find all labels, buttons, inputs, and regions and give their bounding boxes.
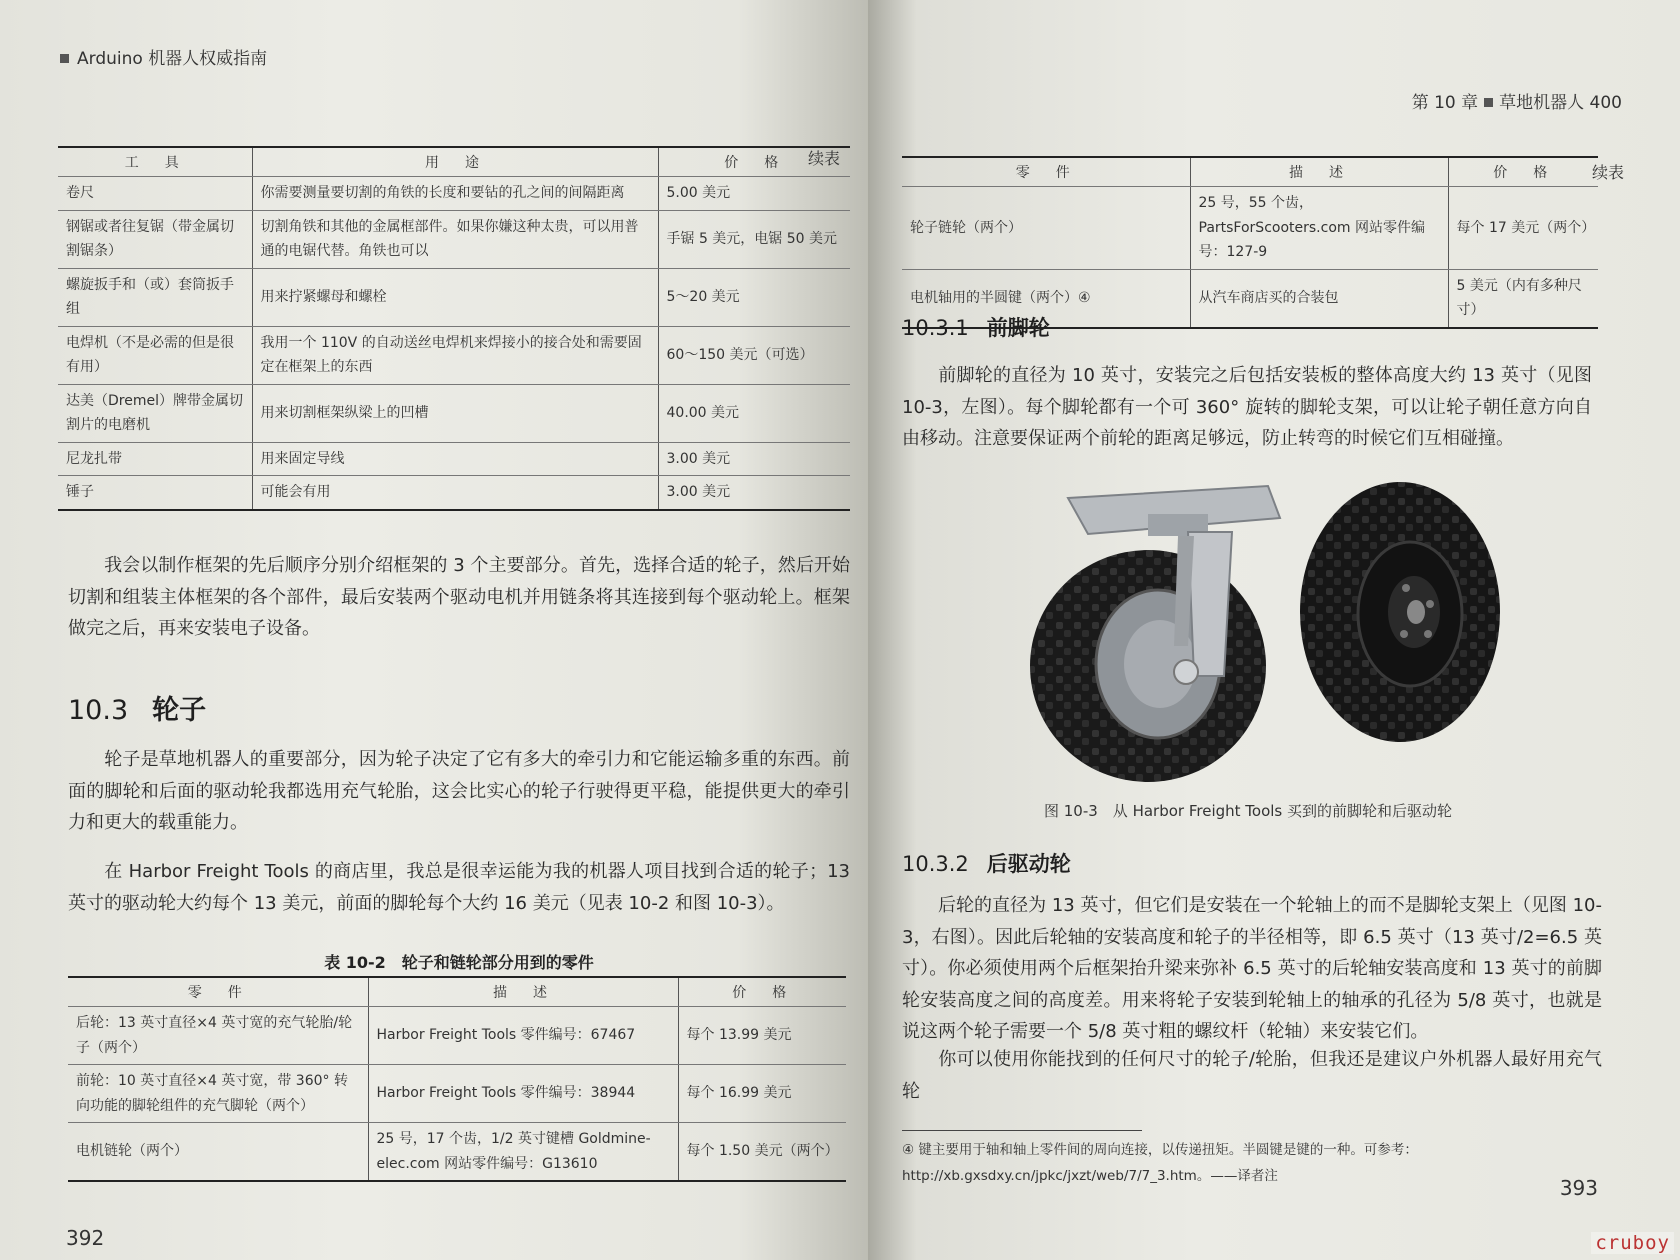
tool-cell: 电焊机（不是必需的但是很有用） (58, 326, 252, 384)
desc-cell: 25 号，17 个齿，1/2 英寸键槽 Goldmine-elec.com 网站零件编号：G13610 (368, 1123, 678, 1182)
table-row (902, 187, 1598, 270)
table-row (68, 1007, 846, 1065)
tools-table (58, 146, 850, 511)
table-row (58, 210, 850, 268)
use-cell: 切割角铁和其他的金属框部件。如果你嫌这种太贵，可以用普通的电锯代替。角铁也可以 (252, 210, 658, 268)
left-page-number: 392 (66, 1226, 105, 1250)
body-paragraph: 我会以制作框架的先后顺序分别介绍框架的 3 个主要部分。首先，选择合适的轮子，然后开始切割和组装主体框架的各个部件，最后安装两个驱动电机并用链条将其连接到每个驱动轮上。框架做完之后，再来安装电子设备。 (68, 555, 850, 639)
price-cell: 手锯 5 美元，电锯 50 美元 (658, 210, 850, 268)
desc-cell: Harbor Freight Tools 零件编号：38944 (368, 1065, 678, 1123)
section-heading: 10.3 轮子 (68, 695, 207, 726)
tools-header-tool: 工 具 (58, 147, 252, 177)
tool-cell: 尼龙扎带 (58, 442, 252, 476)
parts-header-desc: 描 述 (1190, 157, 1448, 187)
right-page-number: 393 (1559, 1176, 1598, 1200)
body-paragraph: 轮子是草地机器人的重要部分，因为轮子决定了它有多大的牵引力和它能运输多重的东西。前面的脚轮和后面的驱动轮我都选用充气轮胎，这会比实心的轮子行驶得更平稳，能提供更大的牵引力和更大的载重能力。 (68, 749, 850, 833)
price-cell: 40.00 美元 (658, 384, 850, 442)
left-running-head: Arduino 机器人权威指南 (60, 44, 267, 69)
use-cell: 用来拧紧螺母和螺栓 (252, 268, 658, 326)
body-paragraph: 你可以使用你能找到的任何尺寸的轮子/轮胎，但我还是建议户外机器人最好用充气轮 (902, 1049, 1602, 1102)
square-bullet-icon (60, 54, 69, 63)
parts-table-continued (902, 156, 1598, 329)
parts-header-part: 零 件 (902, 157, 1190, 187)
body-paragraph: 在 Harbor Freight Tools 的商店里，我总是很幸运能为我的机器人项目找到合适的轮子；13 英寸的驱动轮大约每个 13 美元，前面的脚轮每个大约 16 美元（见表 10-2 和图 10-3）。 (68, 861, 850, 914)
parts-header-price: 价 格 (1448, 157, 1598, 187)
table-row (58, 442, 850, 476)
table-row (58, 177, 850, 211)
price-cell: 每个 13.99 美元 (678, 1007, 846, 1065)
parts-table (68, 976, 846, 1182)
use-cell: 我用一个 110V 的自动送丝电焊机来焊接小的接合处和需要固定在框架上的东西 (252, 326, 658, 384)
table-continued-label: 续表 (808, 149, 841, 168)
part-cell: 电机链轮（两个） (68, 1123, 368, 1182)
right-running-head: 第 10 章 草地机器人 400 (1411, 93, 1622, 113)
table-row (58, 476, 850, 510)
part-cell: 电机轴用的半圆键（两个）④ (902, 269, 1190, 328)
use-cell: 用来切割框架纵梁上的凹槽 (252, 384, 658, 442)
table-continued-label: 续表 (1591, 163, 1624, 182)
price-cell: 5 美元（内有多种尺寸） (1448, 269, 1598, 328)
figure-caption: 图 10-3 从 Harbor Freight Tools 买到的前脚轮和后驱动轮 (1043, 802, 1453, 820)
tool-cell: 锤子 (58, 476, 252, 510)
table-row (68, 1123, 846, 1182)
part-cell: 轮子链轮（两个） (902, 187, 1190, 270)
tool-cell: 卷尺 (58, 177, 252, 211)
price-cell: 每个 17 美元（两个） (1448, 187, 1598, 270)
use-cell: 可能会有用 (252, 476, 658, 510)
price-cell: 5～20 美元 (658, 268, 850, 326)
price-cell: 3.00 美元 (658, 476, 850, 510)
subsection-heading: 10.3.1 前脚轮 (902, 316, 1050, 340)
table-row (58, 268, 850, 326)
square-bullet-icon (1484, 98, 1493, 107)
price-cell: 每个 16.99 美元 (678, 1065, 846, 1123)
parts-header-part: 零 件 (68, 977, 368, 1007)
price-cell: 3.00 美元 (658, 442, 850, 476)
watermark: cruboy (1591, 1232, 1674, 1254)
price-cell: 5.00 美元 (658, 177, 850, 211)
desc-cell: 从汽车商店买的合装包 (1190, 269, 1448, 328)
footnote-rule (902, 1130, 1142, 1131)
desc-cell: 25 号，55 个齿，PartsForScooters.com 网站零件编号：127-9 (1190, 187, 1448, 270)
parts-header-desc: 描 述 (368, 977, 678, 1007)
tool-cell: 达美（Dremel）牌带金属切割片的电磨机 (58, 384, 252, 442)
table-row (58, 384, 850, 442)
right-page (868, 0, 1680, 1260)
tools-header-price: 价 格 (658, 147, 850, 177)
use-cell: 你需要测量要切割的角铁的长度和要钻的孔之间的间隔距离 (252, 177, 658, 211)
rear-drive-wheel-image (1288, 478, 1508, 746)
part-cell: 前轮：10 英寸直径×4 英寸宽，带 360° 转向功能的脚轮组件的充气脚轮（两个） (68, 1065, 368, 1123)
footnote: ④ 键主要用于轴和轴上零件间的周向连接，以传递扭矩。半圆键是键的一种。可参考：http://xb.gxsdxy.cn/jpkc/jxzt/web/7/7_3.htm。——译者注 (902, 1142, 1418, 1184)
price-cell: 60～150 美元（可选） (658, 326, 850, 384)
part-cell: 后轮：13 英寸直径×4 英寸宽的充气轮胎/轮子（两个） (68, 1007, 368, 1065)
price-cell: 每个 1.50 美元（两个） (678, 1123, 846, 1182)
desc-cell: Harbor Freight Tools 零件编号：67467 (368, 1007, 678, 1065)
body-paragraph: 前脚轮的直径为 10 英寸，安装完之后包括安装板的整体高度大约 13 英寸（见图 10-3，左图）。每个脚轮都有一个可 360° 旋转的脚轮支架，可以让轮子朝任意方向自由移动。注意要保证两个前轮的距离足够远，防止转弯的时候它们互相碰撞。 (902, 365, 1592, 449)
table-caption: 表 10-2 轮子和链轮部分用到的零件 (324, 953, 594, 972)
tools-header-use: 用 途 (252, 147, 658, 177)
body-paragraph: 后轮的直径为 13 英寸，但它们是安装在一个轮轴上的而不是脚轮支架上（见图 10-3，右图）。因此后轮轴的安装高度和轮子的半径相等，即 6.5 英寸（13 英寸/2=6.5 英寸）。你必须使用两个后框架抬升梁来弥补 6.5 英寸的后轮轴安装高度和 13 英寸的前脚轮安装高度之间的高度差。用来将轮子安装到轮轴上的轴承的孔径为 5/8 英寸，也就是说这两个轮子需要一个 5/8 英寸粗的螺纹杆（轮轴）来安装它们。 (902, 895, 1602, 1042)
subsection-heading: 10.3.2 后驱动轮 (902, 852, 1071, 876)
tool-cell: 钢锯或者往复锯（带金属切割锯条） (58, 210, 252, 268)
table-row (68, 1065, 846, 1123)
use-cell: 用来固定导线 (252, 442, 658, 476)
tool-cell: 螺旋扳手和（或）套筒扳手组 (58, 268, 252, 326)
parts-header-price: 价 格 (678, 977, 846, 1007)
table-row (58, 326, 850, 384)
